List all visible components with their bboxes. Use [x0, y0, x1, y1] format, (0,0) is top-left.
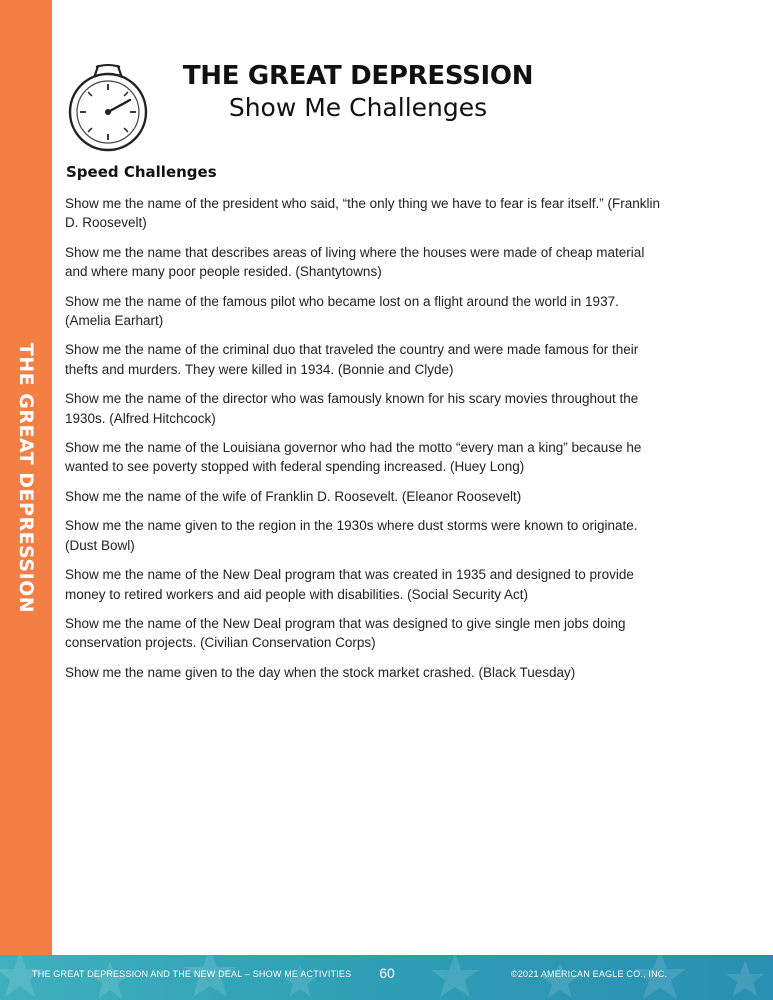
title-block	[160, 60, 556, 124]
challenge-item: Show me the name of the director who was famously known for his scary movies throughout the 1930s. (Alfred Hitchcock)	[65, 391, 639, 426]
sidebar-label: THE GREAT DEPRESSION	[15, 342, 37, 614]
footer-bar	[0, 955, 773, 1000]
page-number: 60	[379, 965, 395, 981]
stopwatch-icon	[66, 60, 152, 156]
footer-book-title: THE GREAT DEPRESSION AND THE NEW DEAL – SHOW ME ACTIVITIES	[32, 969, 352, 979]
page-title: THE GREAT DEPRESSION	[182, 61, 534, 91]
sidebar-band	[0, 0, 52, 955]
challenge-item: Show me the name that describes areas of living where the houses were made of cheap material and where many poor people resided. (Shantytowns)	[65, 244, 645, 280]
challenge-item: Show me the name of the criminal duo that traveled the country and were made famous for their thefts and murders. They were killed in 1934. (Bonnie and Clyde)	[65, 342, 639, 377]
page-subtitle: Show Me Challenges	[228, 93, 488, 122]
footer-copyright: ©2021 AMERICAN EAGLE CO., INC.	[511, 969, 668, 979]
section-heading: Speed Challenges	[66, 163, 217, 181]
challenge-item: Show me the name of the New Deal program that was designed to give single men jobs doing conservation projects. (Civilian Conservation Corps)	[65, 615, 626, 651]
challenge-item: Show me the name of the Louisiana governor who had the motto “every man a king” because he wanted to see poverty stopped with federal spending increased. (Huey Long)	[65, 440, 642, 475]
challenge-item: Show me the name of the president who said, “the only thing we have to fear is fear itself.” (Franklin D. Roosevelt)	[65, 196, 661, 231]
challenge-item: Show me the name of the famous pilot who became lost on a flight around the world in 1937. (Amelia Earhart)	[65, 293, 619, 329]
challenge-item: Show me the name of the wife of Franklin D. Roosevelt. (Eleanor Roosevelt)	[65, 488, 522, 504]
challenge-item: Show me the name given to the region in the 1930s where dust storms were known to originate. (Dust Bowl)	[65, 518, 638, 553]
challenge-item: Show me the name of the New Deal program that was created in 1935 and designed to provide money to retired workers and aid people with disabilities. (Social Security Act)	[65, 567, 634, 602]
challenge-list	[65, 194, 665, 692]
challenge-item: Show me the name given to the day when the stock market crashed. (Black Tuesday)	[65, 664, 576, 680]
